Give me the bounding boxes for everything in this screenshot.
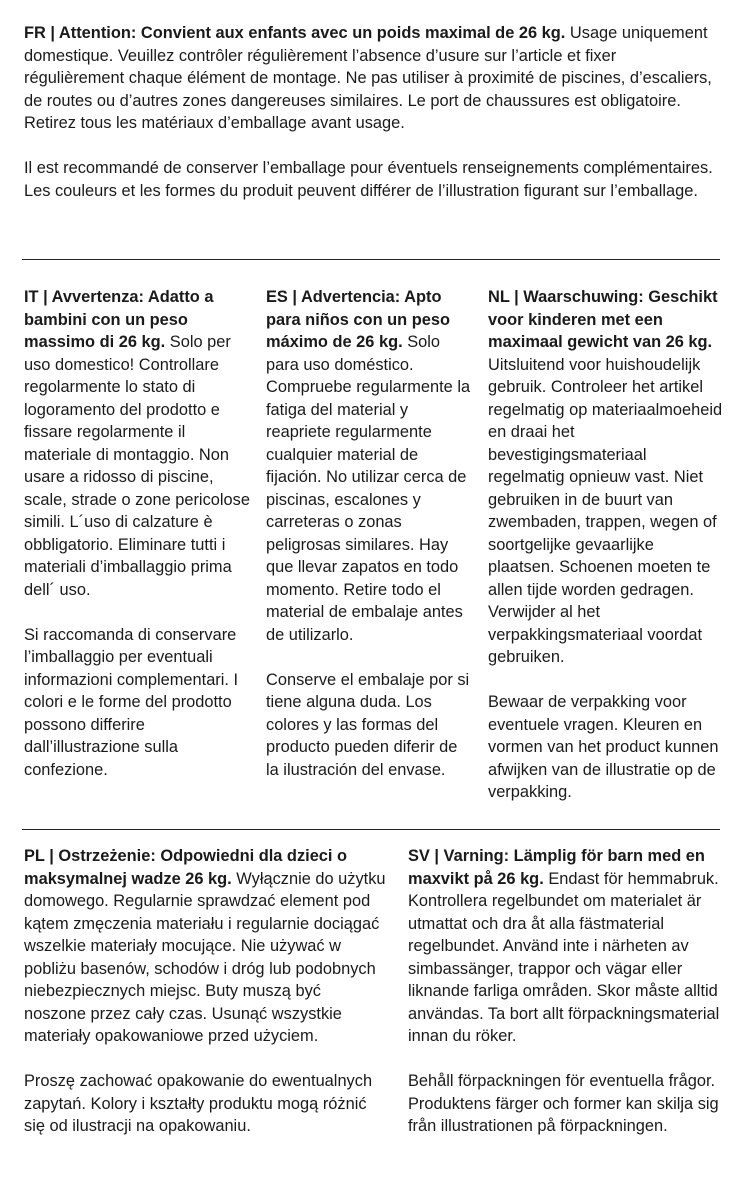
section-nl [488,286,724,804]
packaging-note: Conserve el embalaje por si tiene alguna duda. Los colores y las formas del producto pueden diferir de la ilustración del envase. [266,670,470,779]
section-sv [408,845,724,1138]
warning-body: Solo per uso domestico! Controllare regolarmente lo stato di logoramento del prodotto e fissare regolarmente il materiale di montaggio. Non usare a ridosso di piscine, scale, strade o zone pericolose simili. L´uso di calzature è obbligatorio. Eliminare tutti i materiali d’imballaggio prima dell´ uso. [24,333,250,599]
warning-body: Solo para uso doméstico. Compruebe regularmente la fatiga del material y reapriete regularmente cualquier material de fijación. No utilizar cerca de piscinas, escalones y carreteras o zonas peligrosas similares. Hay que llevar zapatos en todo momento. Retire todo el material de embalaje antes de utilizarlo. [266,333,471,644]
warning-body: Wyłącznie do użytku domowego. Regularnie sprawdzać element pod kątem zmęczenia materiału i regularnie dociągać wszelkie materiały mocujące. Nie używać w pobliżu basenów, schodów i dróg lub podobnych niebezpiecznych miejsc. Buty muszą być noszone przez cały czas. Usunąć wszystkie materiały opakowaniowe przed użyciem. [24,869,386,1045]
section-it [24,286,256,781]
warning-paragraph [24,22,714,135]
warning-body: Usage uniquement domestique. Veuillez contrôler régulièrement l’absence d’usure sur l’article et fixer régulièrement chaque élément de montage. Ne pas utiliser à proximité de piscines, d’escaliers, de routes ou d’autres zones dangereuses similaires. Le port de chaussures est obligatoire. Retirez tous les matériaux d’emballage avant usage. [24,24,712,132]
warning-heading: SV | Varning: Lämplig för barn med en maxvikt på 26 kg. [408,847,705,888]
warning-body: Uitsluitend voor huishoudelijk gebruik. Controleer het artikel regelmatig op materiaalmoeheid en draai het bevestigingsmateriaal regelmatig opnieuw vast. Niet gebruiken in de buurt van zwembaden, trappen, wegen of soortgelijke gevaarlijke plaatsen. Schoenen moeten te allen tijde worden gedragen. Verwijder al het verpakkingsmateriaal voordat gebruiken. [488,355,723,666]
warning-heading: IT | Avvertenza: Adatto a bambini con un peso massimo di 26 kg. [24,288,214,351]
section-fr [24,22,714,202]
packaging-note: Si raccomanda di conservare l’imballaggio per eventuali informazioni complementari. I colori e le forme del prodotto possono differire dall’illustrazione sulla confezione. [24,625,239,779]
packaging-note: Bewaar de verpakking voor eventuele vragen. Kleuren en vormen van het product kunnen afwijken van de illustratie op de verpakking. [488,693,719,801]
warning-heading: ES | Advertencia: Apto para niños con un peso máximo de 26 kg. [266,288,450,351]
warning-heading: PL | Ostrzeżenie: Odpowiedni dla dzieci o maksymalnej wadze 26 kg. [24,847,348,888]
warning-heading: FR | Attention: Convient aux enfants avec un poids maximal de 26 kg. [24,24,566,42]
section-es [266,286,474,781]
section-divider [22,829,720,830]
section-divider [22,259,720,260]
warning-paragraph [266,286,474,646]
packaging-note: Behåll förpackningen för eventuella frågor. Produktens färger och former kan skilja sig från illustrationen på förpackningen. [408,1072,719,1135]
warning-heading: NL | Waarschuwing: Geschikt voor kinderen met een maximaal gewicht van 26 kg. [488,288,718,351]
packaging-note: Proszę zachować opakowanie do ewentualnych zapytań. Kolory i kształty produktu mogą różnić się od ilustracji na opakowaniu. [24,1072,373,1135]
section-pl [24,845,386,1138]
warning-paragraph [24,845,386,1048]
warning-paragraph [408,845,724,1048]
packaging-note: Il est recommandé de conserver l’emballage pour éventuels renseignements complémentaires. Les couleurs et les formes du produit peuvent différer de l’illustration figurant sur l’emballage. [24,159,713,200]
warning-paragraph [488,286,724,669]
warning-paragraph [24,286,256,601]
warning-body: Endast för hemmabruk. Kontrollera regelbundet om materialet är utmattat och dra åt alla fästmaterial regelbundet. Använd inte i närheten av simbassänger, trappor och vägar eller liknande farliga områden. Skor måste alltid användas. Ta bort allt förpackningsmaterial innan du röker. [408,869,720,1045]
